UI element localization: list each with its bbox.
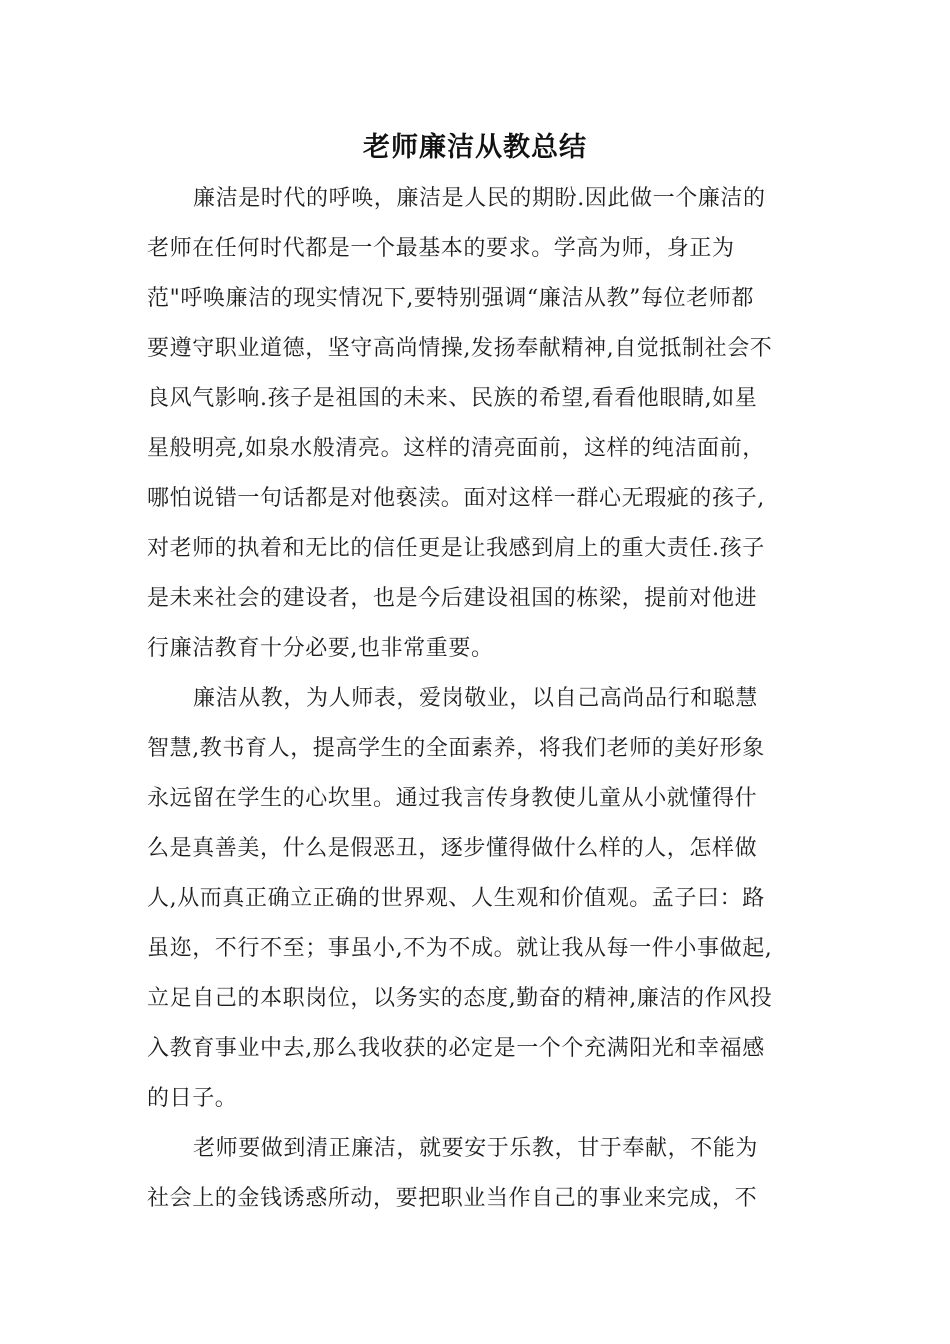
paragraph-line: 人,从而真正确立正确的世界观、人生观和价值观。孟子曰：路: [147, 886, 765, 911]
paragraph-line: 星般明亮,如泉水般清亮。这样的清亮面前，这样的纯洁面前，: [147, 436, 765, 461]
paragraph-line: 的日子。: [147, 1086, 238, 1111]
paragraph-line: 对老师的执着和无比的信任更是让我感到肩上的重大责任.孩子: [147, 536, 765, 561]
paragraph-line: 哪怕说错一句话都是对他亵渎。面对这样一群心无瑕疵的孩子,: [147, 486, 765, 511]
paragraph-line: 么是真善美，什么是假恶丑，逐步懂得做什么样的人，怎样做: [147, 836, 758, 861]
paragraph-line: 廉洁从教，为人师表，爱岗敬业，以自己高尚品行和聪慧: [193, 686, 759, 711]
paragraph-line: 良风气影响.孩子是祖国的未来、民族的希望,看看他眼睛,如星: [147, 386, 758, 411]
paragraph-line: 老师在任何时代都是一个最基本的要求。学高为师，身正为: [147, 236, 735, 261]
paragraph-line: 是未来社会的建设者，也是今后建设祖国的栋梁，提前对他进: [147, 586, 758, 611]
paragraph-line: 老师要做到清正廉洁，就要安于乐教，甘于奉献，不能为: [193, 1136, 759, 1161]
paragraph-line: 入教育事业中去,那么我收获的必定是一个个充满阳光和幸福感: [147, 1036, 765, 1061]
paragraph-line: 范"呼唤廉洁的现实情况下,要特别强调“廉洁从教”每位老师都: [147, 286, 755, 311]
paragraph-line: 行廉洁教育十分必要,也非常重要。: [147, 636, 494, 661]
paragraph-line: 社会上的金钱诱惑所动，要把职业当作自己的事业来完成，不: [147, 1186, 758, 1211]
paragraph-line: 虽迩，不行不至；事虽小,不为不成。就让我从每一件小事做起,: [147, 936, 773, 961]
paragraph-line: 永远留在学生的心坎里。通过我言传身教使儿童从小就懂得什: [147, 786, 758, 811]
paragraph-line: 要遵守职业道德，坚守高尚情操,发扬奉献精神,自觉抵制社会不: [147, 336, 773, 361]
paragraph-line: 廉洁是时代的呼唤，廉洁是人民的期盼.因此做一个廉洁的: [193, 186, 766, 211]
paragraph-line: 立足自己的本职岗位，以务实的态度,勤奋的精神,廉洁的作风投: [147, 986, 773, 1011]
paragraph-line: 智慧,教书育人，提高学生的全面素养，将我们老师的美好形象: [147, 736, 765, 761]
document-title: 老师廉洁从教总结: [363, 132, 587, 163]
